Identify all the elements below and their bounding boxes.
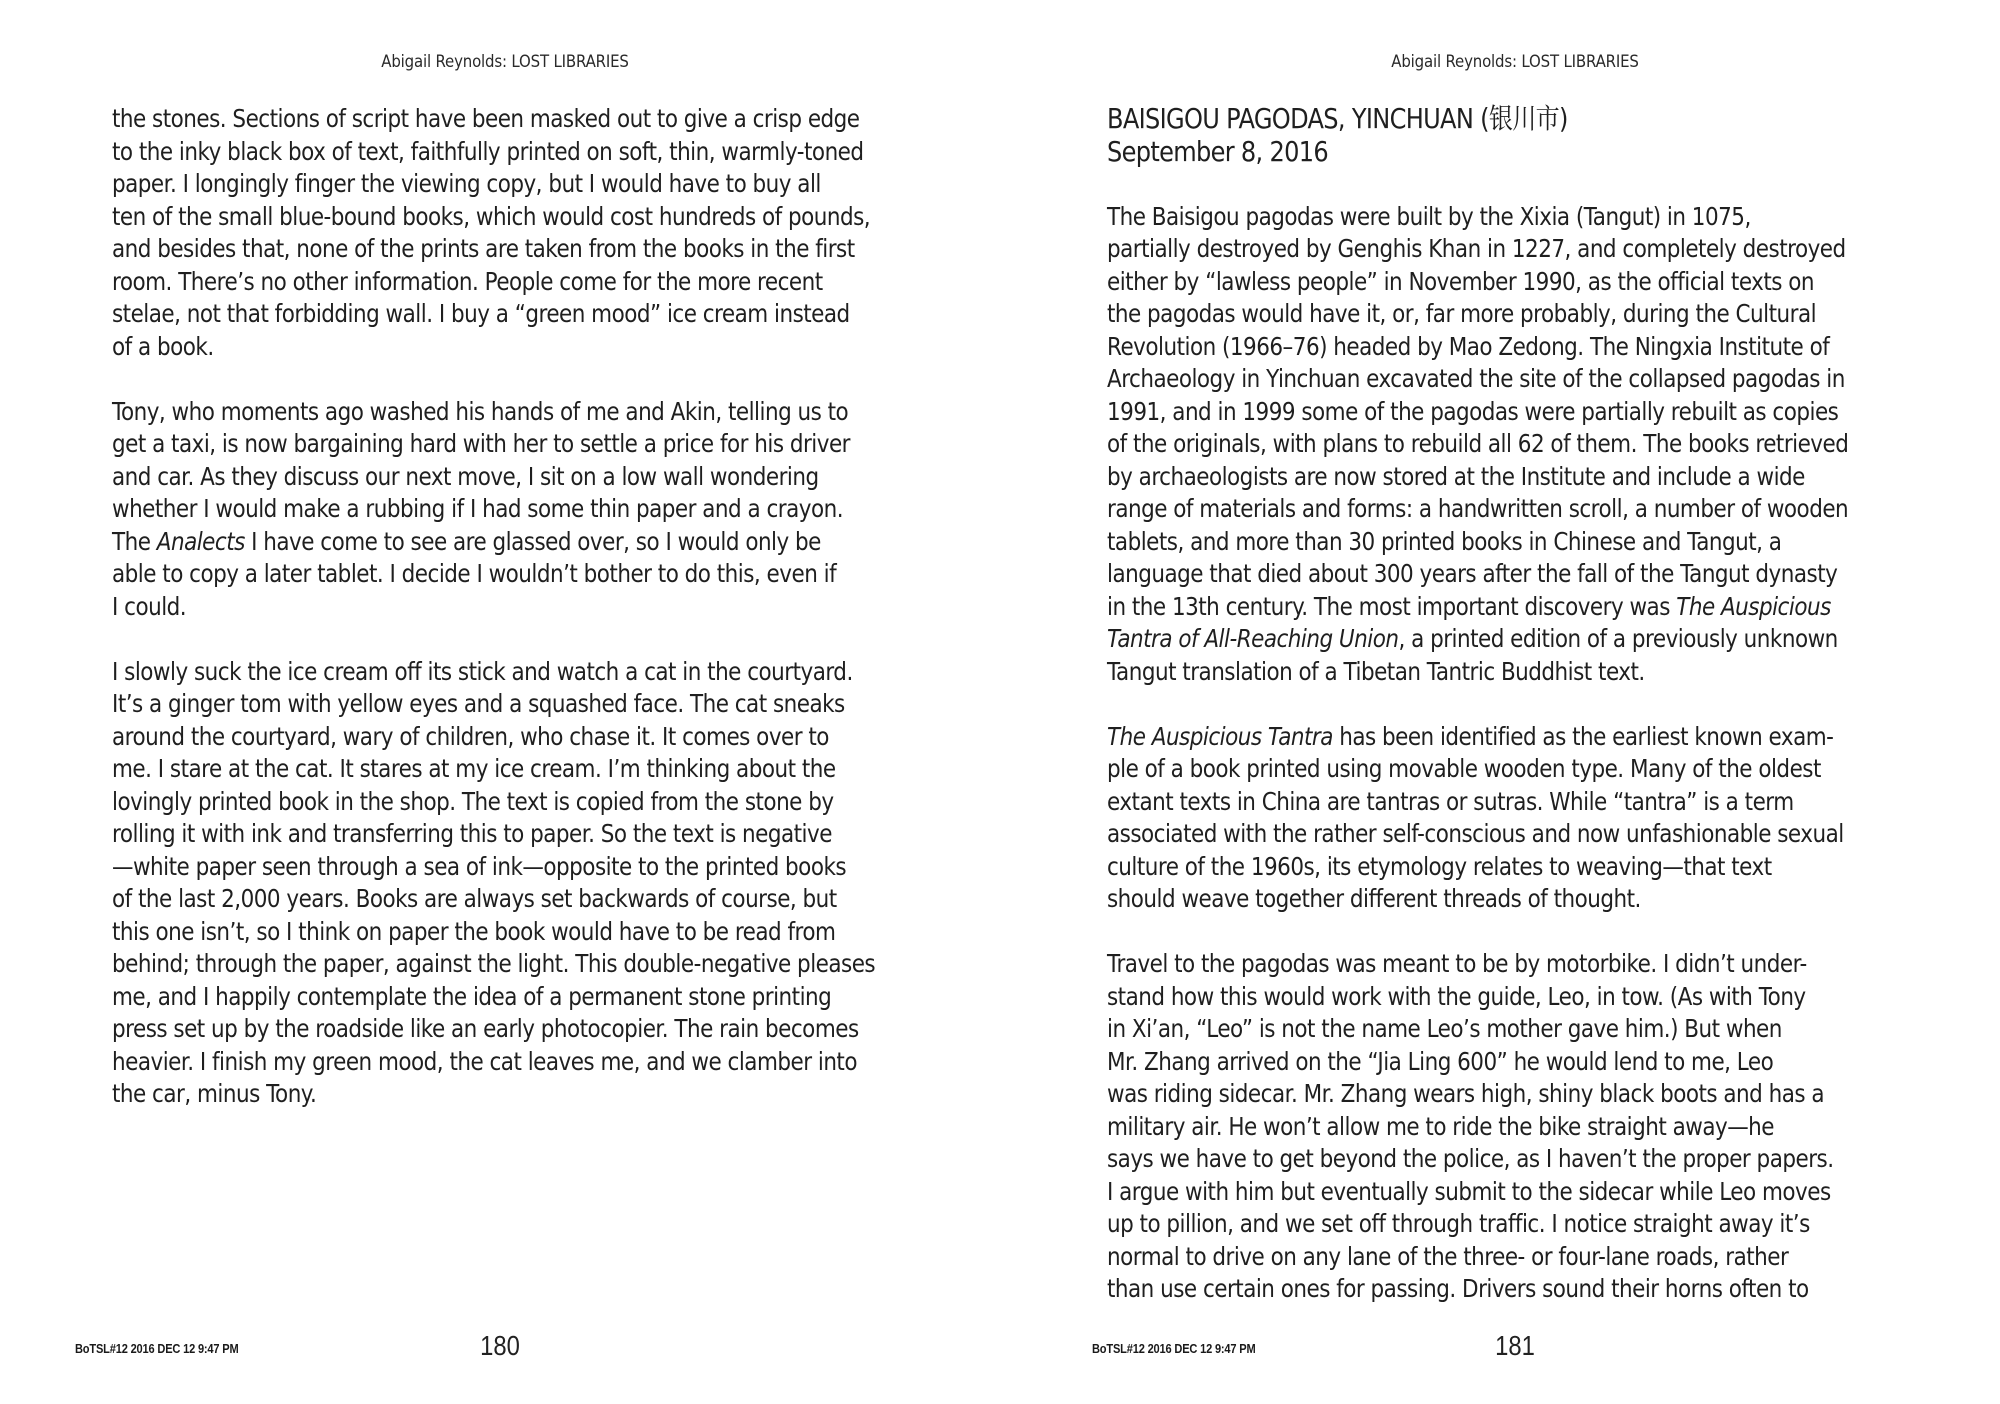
page-number: 180 [480, 1330, 520, 1361]
text-run: in the 13th century. The most important discovery was [1107, 591, 1677, 621]
text-line: in Xi’an, “Leo” is not the name Leo’s mother gave him.) But when [1107, 1014, 1782, 1043]
text-line: I could. [112, 591, 187, 621]
text-line: I argue with him but eventually submit to the sidecar while Leo moves [1107, 1176, 1831, 1206]
text-line: Mr. Zhang arrived on the “Jia Ling 600” he would lend to me, Leo [1107, 1046, 1774, 1076]
text-line: 1991, and in 1999 some of the pagodas were partially rebuilt as copies [1107, 396, 1839, 426]
running-head: Abigail Reynolds: LOST LIBRARIES [1391, 52, 1639, 72]
text-line: either by “lawless people” in November 1990, as the official texts on [1107, 266, 1815, 296]
text-line: tablets, and more than 30 printed books in Chinese and Tangut, a [1107, 526, 1782, 556]
text-line: the car, minus Tony. [112, 1079, 317, 1108]
text-line: room. There’s no other information. People come for the more recent [112, 266, 823, 296]
text-run: has been identified as the earliest known exam- [1332, 721, 1834, 751]
text-line: paper. I longingly finger the viewing copy, but I would have to buy all [112, 169, 821, 198]
text-line: press set up by the roadside like an early photocopier. The rain becomes [112, 1014, 859, 1043]
text-line: I slowly suck the ice cream off its stick and watch a cat in the courtyard. [112, 656, 853, 686]
text-run: The [112, 526, 157, 556]
text-line [112, 526, 834, 559]
text-line: and besides that, none of the prints are taken from the books in the first [112, 234, 855, 263]
text-line [1107, 623, 1838, 656]
page-number: 181 [1495, 1330, 1535, 1361]
text-line [1107, 721, 1834, 754]
text-line: up to pillion, and we set off through traffic. I notice straight away it’s [1107, 1209, 1810, 1238]
section-date: September 8, 2016 [1107, 134, 1328, 168]
text-run: , a printed edition of a previously unknown [1398, 624, 1838, 653]
text-line: the pagodas would have it, or, far more probably, during the Cultural [1107, 299, 1817, 328]
paragraph [1107, 201, 1947, 689]
text-line: to the inky black box of text, faithfully printed on soft, thin, warmly-toned [112, 136, 864, 166]
paragraph-spacer [1107, 168, 1947, 201]
text-line: of the last 2,000 years. Books are always set backwards of course, but [112, 884, 837, 913]
text-line: lovingly printed book in the shop. The text is copied from the stone by [112, 786, 834, 816]
italic-title: The Auspicious Tantra [1107, 721, 1333, 751]
text-line: of the originals, with plans to rebuild all 62 of them. The books retrieved [1107, 429, 1849, 458]
paragraph [112, 656, 952, 1111]
text-line: whether I would make a rubbing if I had some thin paper and a crayon. [112, 494, 844, 523]
text-line: partially destroyed by Genghis Khan in 1227, and completely destroyed [1107, 234, 1846, 263]
text-line: and car. As they discuss our next move, I sit on a low wall wondering [112, 461, 819, 491]
text-line: The Baisigou pagodas were built by the Xixia (Tangut) in 1075, [1107, 201, 1751, 231]
paragraph-spacer [1107, 688, 1947, 721]
text-line: able to copy a later tablet. I decide I wouldn’t bother to do this, even if [112, 559, 837, 588]
text-line: should weave together different threads of thought. [1107, 884, 1641, 913]
italic-title: Tantra of All-Reaching Union [1107, 624, 1399, 653]
text-line: stand how this would work with the guide, Leo, in tow. (As with Tony [1107, 981, 1806, 1011]
text-line: range of materials and forms: a handwritten scroll, a number of wooden [1107, 494, 1849, 523]
text-line: by archaeologists are now stored at the Institute and include a wide [1107, 461, 1805, 491]
text-line: culture of the 1960s, its etymology relates to weaving—that text [1107, 851, 1772, 881]
paragraph-spacer [1107, 916, 1947, 949]
paragraph-spacer [112, 623, 952, 656]
text-line: was riding sidecar. Mr. Zhang wears high, shiny black boots and has a [1107, 1079, 1825, 1108]
running-head: Abigail Reynolds: LOST LIBRARIES [381, 52, 629, 72]
text-line: Archaeology in Yinchuan excavated the site of the collapsed pagodas in [1107, 364, 1845, 393]
paragraph-spacer [112, 363, 952, 396]
text-line: the stones. Sections of script have been masked out to give a crisp edge [112, 104, 860, 133]
text-line: military air. He won’t allow me to ride the bike straight away—he [1107, 1111, 1774, 1141]
text-line: get a taxi, is now bargaining hard with her to settle a price for his driver [112, 429, 851, 458]
text-line: rolling it with ink and transferring this to paper. So the text is negative [112, 819, 832, 848]
text-line [1107, 591, 1829, 624]
text-line: associated with the rather self-conscious and now unfashionable sexual [1107, 819, 1844, 848]
text-line: this one isn’t, so I think on paper the book would have to be read from [112, 916, 836, 946]
text-line: Tony, who moments ago washed his hands of me and Akin, telling us to [112, 396, 849, 426]
print-slug: BoTSL#12 2016 DEC 12 9:47 PM [75, 1341, 239, 1356]
text-line: me, and I happily contemplate the idea of a permanent stone printing [112, 981, 832, 1011]
paragraph [112, 396, 952, 624]
text-line: around the courtyard, wary of children, who chase it. It comes over to [112, 721, 829, 751]
text-line: extant texts in China are tantras or sutras. While “tantra” is a term [1107, 786, 1794, 816]
right-page [1000, 0, 2000, 1404]
section-heading: BAISIGOU PAGODAS, YINCHUAN (银川市) [1107, 102, 1568, 135]
text-line: me. I stare at the cat. It stares at my ice cream. I’m thinking about the [112, 754, 836, 783]
text-line: heavier. I finish my green mood, the cat leaves me, and we clamber into [112, 1046, 857, 1076]
paragraph [112, 103, 952, 363]
text-line: Tangut translation of a Tibetan Tantric Buddhist text. [1107, 656, 1645, 686]
italic-title: The Auspicious [1676, 591, 1831, 621]
body-text [1107, 103, 1947, 1306]
text-line: ten of the small blue-bound books, which would cost hundreds of pounds, [112, 201, 871, 231]
text-line: —white paper seen through a sea of ink—opposite to the printed books [112, 851, 847, 881]
italic-title: Analects [156, 526, 245, 556]
text-run: I have come to see are glassed over, so I would only be [244, 526, 821, 556]
paragraph [1107, 721, 1947, 916]
text-line: normal to drive on any lane of the three- or four-lane roads, rather [1107, 1241, 1789, 1271]
text-line: says we have to get beyond the police, as I haven’t the proper papers. [1107, 1144, 1834, 1173]
text-line: of a book. [112, 331, 214, 361]
text-line: ple of a book printed using movable wooden type. Many of the oldest [1107, 754, 1821, 783]
text-line: than use certain ones for passing. Drivers sound their horns often to [1107, 1274, 1809, 1303]
text-line: Travel to the pagodas was meant to be by motorbike. I didn’t under- [1107, 949, 1807, 978]
body-text [112, 103, 952, 1111]
text-line: language that died about 300 years after the fall of the Tangut dynasty [1107, 559, 1838, 588]
paragraph [1107, 948, 1947, 1306]
text-line: Revolution (1966–76) headed by Mao Zedong. The Ningxia Institute of [1107, 331, 1830, 361]
text-line: stelae, not that forbidding wall. I buy a “green mood” ice cream instead [112, 299, 850, 328]
text-line: behind; through the paper, against the light. This double-negative pleases [112, 949, 876, 978]
text-line: It’s a ginger tom with yellow eyes and a squashed face. The cat sneaks [112, 689, 845, 718]
print-slug: BoTSL#12 2016 DEC 12 9:47 PM [1092, 1341, 1256, 1356]
